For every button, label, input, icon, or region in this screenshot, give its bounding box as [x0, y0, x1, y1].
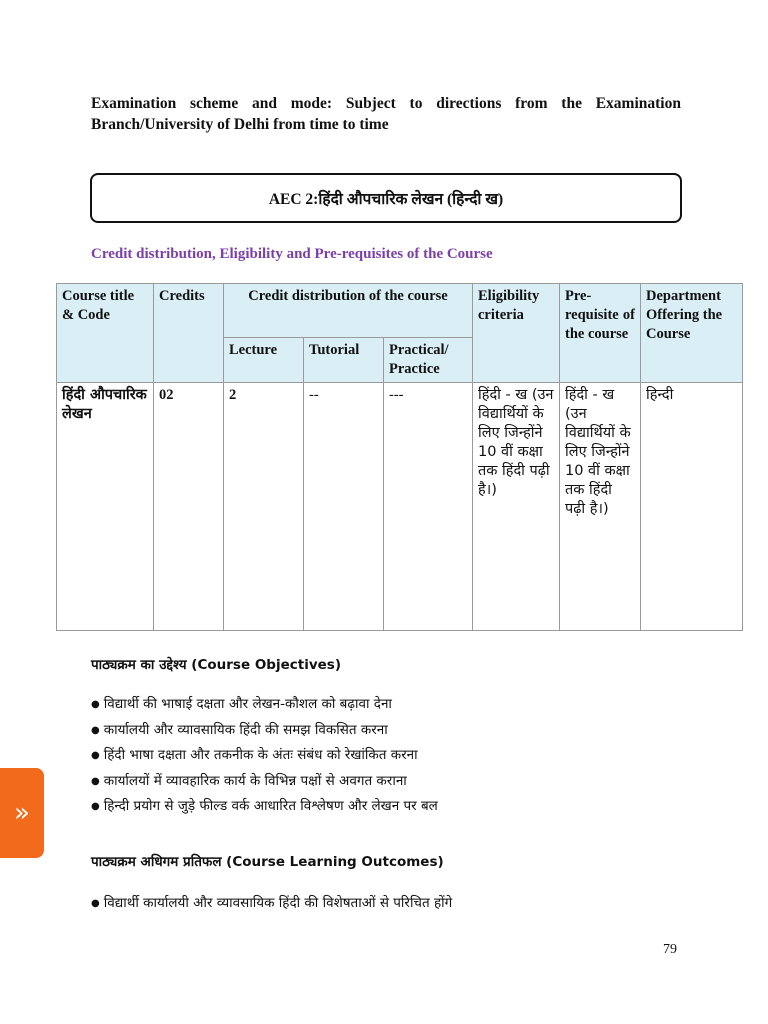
cell-credits: 02: [154, 383, 224, 631]
cell-department: हिन्दी: [641, 383, 743, 631]
header-lecture: Lecture: [224, 338, 304, 383]
objectives-list: [91, 692, 438, 820]
table-header-row: [57, 284, 743, 338]
header-practical: Practical/ Practice: [384, 338, 473, 383]
cell-course-title: हिंदी औपचारिक लेखन: [57, 383, 154, 631]
header-tutorial: Tutorial: [304, 338, 384, 383]
list-item: ● विद्यार्थी कार्यालयी और व्यावसायिक हिंदी की विशेषताओं से परिचित होंगे: [91, 891, 452, 917]
list-item: ● कार्यालयों में व्यावहारिक कार्य के विभिन्न पक्षों से अवगत कराना: [91, 769, 438, 795]
cell-prerequisite: हिंदी - ख (उन विद्यार्थियों के लिए जिन्होंने 10 वीं कक्षा तक हिंदी पढ़ी है।): [560, 383, 641, 631]
exam-scheme-text: Examination scheme and mode: Subject to directions from the Examination Branch/University of Delhi from time to time: [91, 95, 681, 133]
header-eligibility: Eligibility criteria: [473, 284, 560, 383]
course-title: AEC 2:हिंदी औपचारिक लेखन (हिन्दी ख): [268, 191, 504, 208]
list-item: ● कार्यालयी और व्यावसायिक हिंदी की समझ विकसित करना: [91, 718, 438, 744]
cell-lecture: 2: [224, 383, 304, 631]
outcomes-list: [91, 891, 452, 917]
list-item: ● हिन्दी प्रयोग से जुड़े फील्ड वर्क आधारित विश्लेषण और लेखन पर बल: [91, 794, 438, 820]
header-prerequisite: Pre-requisite of the course: [560, 284, 641, 383]
cell-practical: ---: [384, 383, 473, 631]
list-item: ● हिंदी भाषा दक्षता और तकनीक के अंतः संबंध को रेखांकित करना: [91, 743, 438, 769]
header-credit-distribution: Credit distribution of the course: [224, 284, 473, 338]
credit-table: [56, 283, 743, 631]
header-department: Department Offering the Course: [641, 284, 743, 383]
header-course-title: Course title & Code: [57, 284, 154, 383]
objectives-heading: पाठ्यक्रम का उद्देश्य (Course Objectives): [91, 657, 341, 673]
table-row: [57, 383, 743, 631]
credit-distribution-heading: Credit distribution, Eligibility and Pre-requisites of the Course: [91, 246, 493, 262]
double-chevron-right-icon: »: [14, 798, 30, 828]
side-navigation-tab[interactable]: [0, 768, 44, 858]
outcomes-heading: पाठ्यक्रम अधिगम प्रतिफल (Course Learning Outcomes): [91, 854, 444, 870]
course-title-box: [90, 173, 682, 223]
header-credits: Credits: [154, 284, 224, 383]
cell-eligibility: हिंदी - ख (उन विद्यार्थियों के लिए जिन्होंने 10 वीं कक्षा तक हिंदी पढ़ी है।): [473, 383, 560, 631]
list-item: ● विद्यार्थी की भाषाई दक्षता और लेखन-कौशल को बढ़ावा देना: [91, 692, 438, 718]
page-number: 79: [663, 942, 677, 957]
cell-tutorial: --: [304, 383, 384, 631]
